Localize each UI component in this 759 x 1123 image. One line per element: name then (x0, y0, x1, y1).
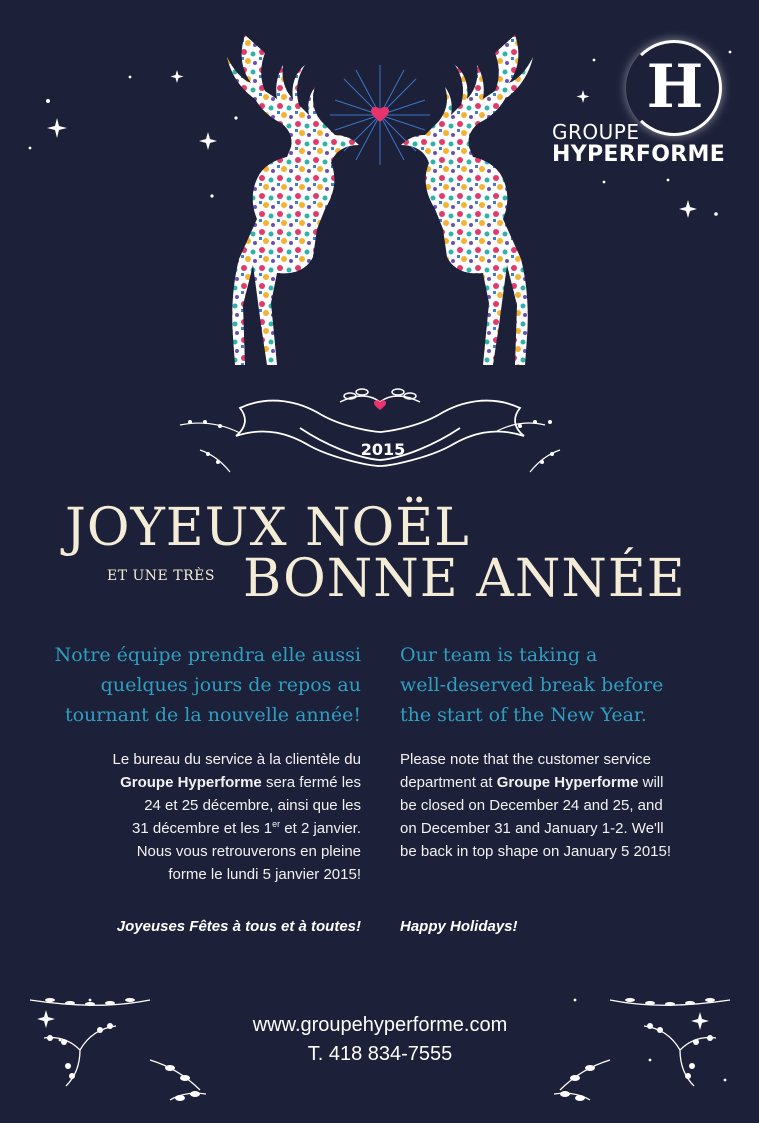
french-heading-line: tournant de la nouvelle année! (64, 704, 361, 726)
reindeer-illustration (150, 30, 610, 480)
french-body (41, 748, 361, 886)
english-body-text: department at (400, 774, 493, 791)
french-body-text: 24 et 25 décembre, ainsi que les (144, 797, 361, 814)
english-body-text: on December 31 and January 1-2. We'll (400, 820, 664, 837)
star-icon (679, 200, 697, 218)
left-reindeer (227, 35, 359, 365)
french-heading-line: quelques jours de repos au (100, 674, 361, 696)
website-link[interactable]: www.groupehyperforme.com (252, 1014, 508, 1036)
company-name: Groupe Hyperforme (120, 774, 262, 791)
french-body-text: Le bureau du service à la clientèle du (112, 751, 361, 768)
english-body-text: will (642, 774, 664, 791)
title-et-une-tres: ET UNE TRÈS (107, 568, 215, 584)
english-body-text: be closed on December 24 and 25, and (400, 797, 663, 814)
english-heading-line: the start of the New Year. (400, 704, 647, 726)
french-closing: Joyeuses Fêtes à tous et à toutes! (116, 918, 361, 935)
title-joyeux-noel: JOYEUX NOËL (65, 498, 470, 558)
english-heading-line: Our team is taking a (400, 644, 598, 666)
heart-icon (371, 107, 389, 122)
laurel-icon (340, 389, 420, 402)
french-body-text: 31 décembre et les 1 (132, 820, 273, 837)
english-closing: Happy Holidays! (400, 918, 518, 935)
right-reindeer (401, 35, 533, 365)
banner-year: 2015 (360, 440, 406, 459)
english-body-text: be back in top shape on January 5 2015! (400, 843, 672, 860)
company-name: Groupe Hyperforme (496, 774, 639, 791)
star-icon (47, 118, 67, 138)
superscript-er: er (272, 819, 281, 829)
english-heading-line: well-deserved break before (400, 674, 664, 696)
french-heading (31, 640, 361, 730)
english-heading (400, 640, 740, 730)
title-bonne-annee: BONNE ANNÉE (243, 549, 686, 609)
french-heading-line: Notre équipe prendra elle aussi (54, 644, 361, 666)
english-body-text: Please note that the customer service (400, 751, 651, 768)
logo-line1: GROUPE (552, 120, 640, 144)
logo-line2: HYPERFORME (552, 142, 726, 167)
french-body-text: Nous vous retrouverons en pleine (136, 843, 361, 860)
english-body (400, 748, 730, 863)
french-body-text: et 2 janvier. (284, 820, 361, 837)
logo-letter: H (646, 52, 704, 122)
phone-number: T. 418 834-7555 (307, 1043, 453, 1065)
french-body-text: sera fermé les (265, 774, 361, 791)
french-body-text: forme le lundi 5 janvier 2015! (168, 866, 361, 883)
